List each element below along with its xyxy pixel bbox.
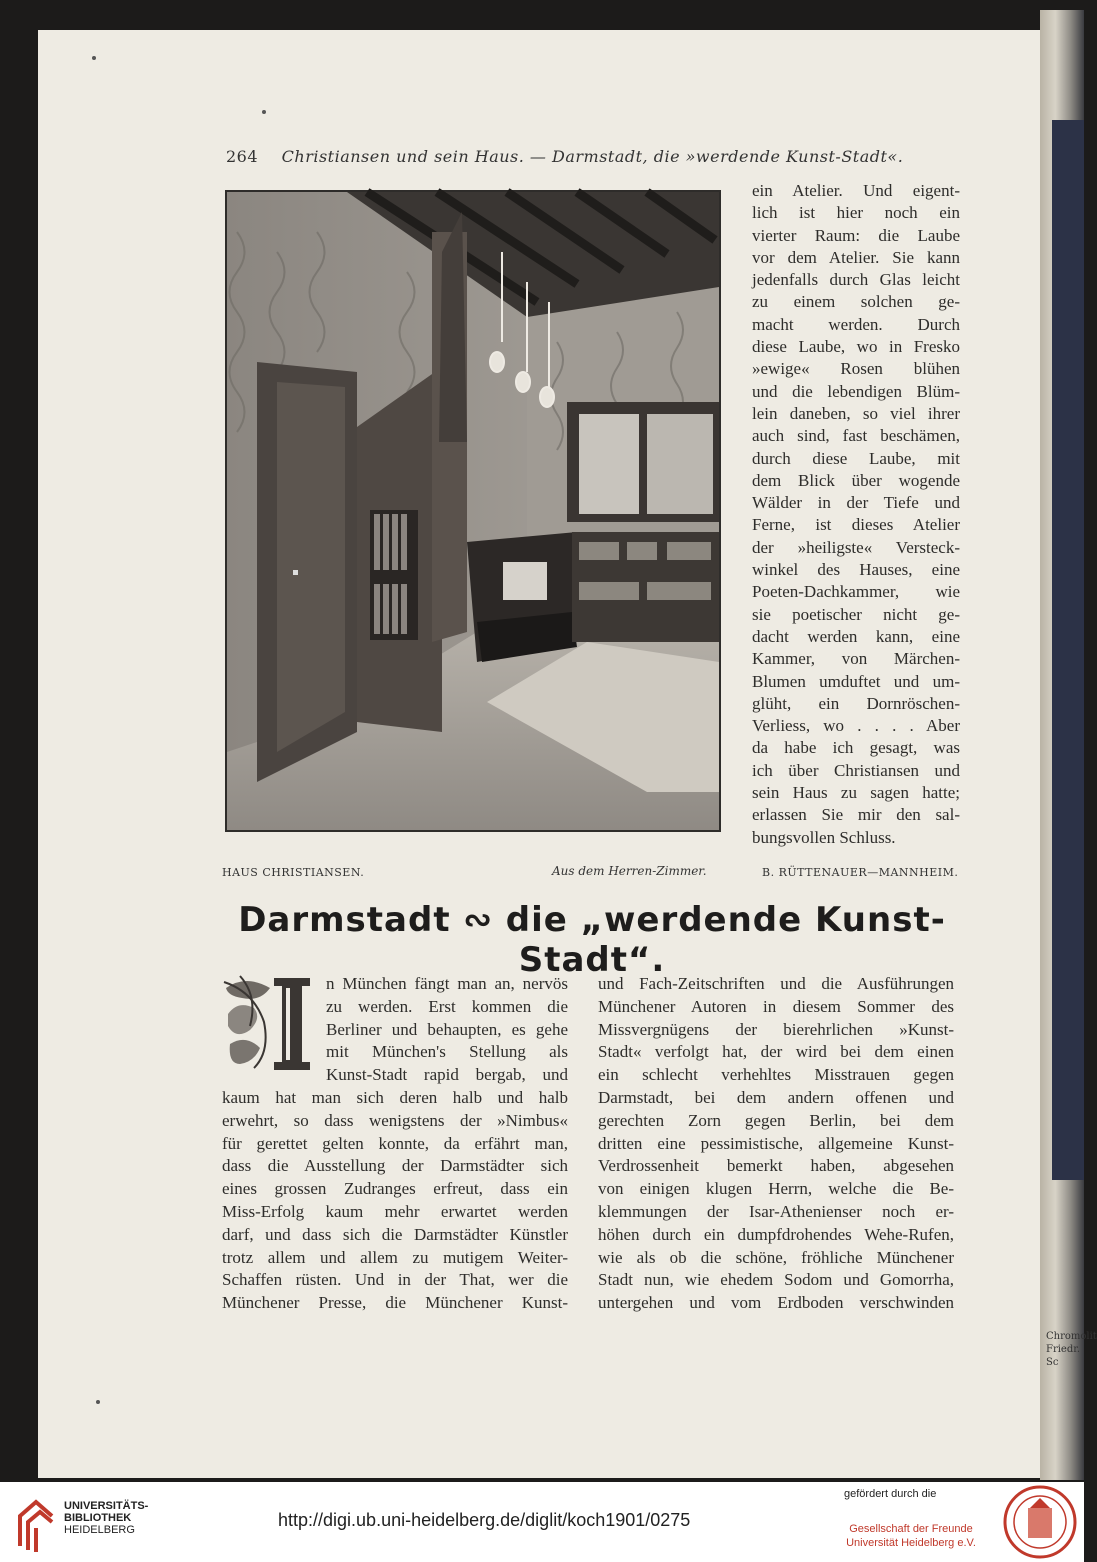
text-line: erlassen Sie mir den sal- [752, 805, 960, 825]
text-line: Verdrossenheit bemerkt haben, abgesehen [598, 1156, 954, 1176]
side-column-text [752, 180, 960, 849]
text-line: Münchener Autoren in diesem Sommer des [598, 996, 954, 1016]
text-line: Darmstadt, bei dem andern offenen und [598, 1087, 954, 1107]
text-line: kaum hat man sich deren halb und halb [222, 1088, 568, 1107]
text-line: untergehen und vom Erdboden verschwinden [598, 1293, 954, 1313]
text-line: dritten eine pessimistische, allgemeine Kunst- [598, 1133, 954, 1153]
text-line: höhen durch ein dumpfdrohendes Wehe-Rufen, [598, 1224, 954, 1244]
text-line: Stadt nun, wie ehedem Sodom und Gomorrha, [598, 1270, 954, 1290]
article-headline: Darmstadt ∾ die „werdende Kunst-Stadt“. [238, 900, 946, 980]
running-title: Christiansen und sein Haus. — Darmstadt, die »werdende Kunst-Stadt«. [281, 147, 904, 166]
text-line: klemmungen der Isar-Athenienser noch er- [598, 1201, 954, 1221]
text-line: Kammer, von Märchen- [752, 649, 960, 669]
photo-illustration [227, 192, 719, 830]
text-line: vor dem Atelier. Sie kann [752, 247, 960, 267]
running-head [226, 147, 903, 166]
speck [92, 56, 96, 60]
text-line: vierter Raum: die Laube [752, 225, 960, 245]
adjacent-text-line: Friedr. Sc [1046, 1344, 1081, 1368]
text-line: dacht werden kann, eine [752, 626, 960, 646]
text-line: zu werden. Erst kommen die [326, 996, 568, 1016]
column1-full [222, 1087, 568, 1315]
text-line: »ewige« Rosen blühen [752, 359, 960, 379]
speck [96, 1400, 100, 1404]
funding-note: gefördert durch die [844, 1488, 937, 1500]
text-line: Missvergnügens der bierehrlichen »Kunst- [598, 1019, 954, 1039]
text-line: ein schlecht verhehltes Misstrauen gegen [598, 1065, 954, 1085]
text-line: dem Blick über wogende [752, 470, 960, 490]
text-line: bungsvollen Schluss. [752, 827, 896, 847]
society-line: Universität Heidelberg e.V. [846, 1537, 976, 1549]
text-line: für gerettet gelten konnte, da erfährt man, [222, 1133, 568, 1153]
text-line: dass die Ausstellung der Darmstädter sich [222, 1156, 568, 1176]
text-line: glüht, ein Dornröschen- [752, 693, 960, 713]
permalink-url[interactable]: http://digi.ub.uni-heidelberg.de/diglit/koch1901/0275 [278, 1510, 691, 1530]
page-number: 264 [226, 147, 259, 166]
column2 [598, 973, 954, 1315]
text-line: Wälder in der Tiefe und [752, 493, 960, 513]
text-line: jedenfalls durch Glas leicht [752, 270, 960, 290]
interior-photograph [225, 190, 721, 832]
ornamental-initial-i-icon [220, 974, 318, 1074]
university-library-logo-icon [14, 1494, 56, 1552]
adjacent-text-line: Chromolit [1046, 1331, 1097, 1342]
column1-beside-initial [326, 973, 568, 1064]
text-line: Schaffen rüsten. Und in der That, wer die [222, 1270, 568, 1290]
text-line: macht werden. Durch [752, 314, 960, 334]
text-line: winkel des Hauses, eine [752, 560, 960, 580]
text-line: darf, und dass sich die Darmstädter Künstler [222, 1224, 568, 1244]
text-line: ein Atelier. Und eigent- [752, 181, 960, 200]
text-line: sie poetischer nicht ge- [752, 604, 960, 624]
text-line: Poeten-Dachkammer, wie [752, 582, 960, 602]
caption-middle: Aus dem Herren-Zimmer. [552, 864, 707, 878]
text-line: Ferne, ist dieses Atelier [752, 515, 960, 535]
text-line: Stadt« verfolgt hat, der wird bei dem einen [598, 1042, 954, 1062]
library-line: HEIDELBERG [64, 1524, 135, 1536]
library-name [64, 1500, 148, 1536]
text-line: gerechten Zorn gegen Berlin, bei dem [598, 1110, 954, 1130]
text-line: lein daneben, so viel ihrer [752, 403, 960, 423]
text-line: Münchener Presse, die Münchener Kunst- [222, 1293, 568, 1313]
text-line: und Fach-Zeitschriften und die Ausführungen [598, 974, 954, 993]
column1-line5 [326, 1064, 568, 1087]
library-line: UNIVERSITÄTS- [64, 1500, 149, 1512]
text-line: auch sind, fast beschämen, [752, 426, 960, 446]
text-line: zu einem solchen ge- [752, 292, 960, 312]
society-name [836, 1522, 986, 1550]
caption-left: HAUS CHRISTIANSEN. [222, 866, 365, 879]
text-line: erwehrt, so dass wenigstens der »Nimbus« [222, 1110, 568, 1130]
text-line: trotz allem und allem zu mutigem Weiter- [222, 1247, 568, 1267]
footer-bar [0, 1482, 1084, 1562]
university-seal-icon [1002, 1484, 1078, 1560]
text-line: diese Laube, wo in Fresko [752, 337, 960, 357]
text-line: Blumen umduftet und um- [752, 671, 960, 691]
library-line: BIBLIOTHEK [64, 1512, 132, 1524]
text-line: Verliess, wo . . . . Aber [752, 716, 960, 736]
text-line: Kunst-Stadt rapid bergab, und [326, 1065, 568, 1084]
text-line: von einigen klugen Herrn, welche die Be- [598, 1179, 954, 1199]
adjacent-plate [1052, 120, 1084, 1180]
text-line: n München fängt man an, nervös [326, 974, 568, 993]
text-line: eines grossen Zudranges erfreut, dass ein [222, 1179, 568, 1199]
text-line: lich ist hier noch ein [752, 203, 960, 223]
text-line: Berliner und behaupten, es gehe [326, 1019, 568, 1039]
text-line: Miss-Erfolg kaum mehr erwartet werden [222, 1201, 568, 1221]
text-line: da habe ich gesagt, was [752, 738, 960, 758]
text-line: durch diese Laube, mit [752, 448, 960, 468]
text-line: ich über Christiansen und [752, 760, 960, 780]
text-line: sein Haus zu sagen hatte; [752, 783, 960, 803]
speck [262, 110, 266, 114]
caption-author: B. RÜTTENAUER—MANNHEIM. [762, 866, 959, 879]
society-line: Gesellschaft der Freunde [849, 1523, 973, 1535]
adjacent-page-text [1046, 1330, 1097, 1369]
text-line: wie als ob die schöne, fröhliche Münchener [598, 1247, 954, 1267]
text-line: mit München's Stellung als [326, 1042, 568, 1062]
text-line: und die lebendigen Blüm- [752, 381, 960, 401]
text-line: der »heiligste« Versteck- [752, 537, 960, 557]
